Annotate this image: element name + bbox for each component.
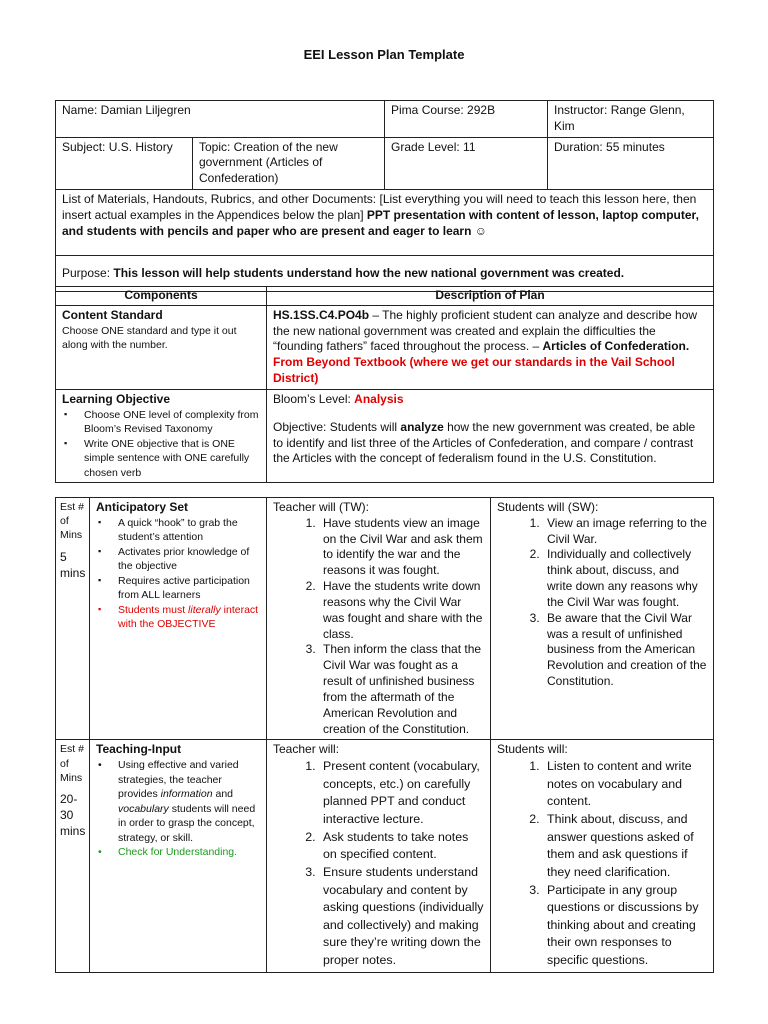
students-label: Students will: xyxy=(497,742,568,757)
est-label: Est # of Mins xyxy=(60,743,84,784)
components-table xyxy=(55,286,714,483)
lesson-sequence-table xyxy=(55,497,714,973)
list-item: 2. Ask students to take notes on specified content. xyxy=(319,829,484,864)
student-steps xyxy=(497,758,707,969)
teaching-est xyxy=(56,740,90,972)
list-item: ▪ Choose ONE level of complexity from Bloom’s Revised Taxonomy xyxy=(84,408,260,437)
student-steps xyxy=(497,516,707,690)
students-label: Students will (SW): xyxy=(497,500,599,514)
teacher-label: Teacher will (TW): xyxy=(273,500,370,514)
teaching-teacher xyxy=(267,740,491,972)
document-title: EEI Lesson Plan Template xyxy=(303,47,465,62)
list-item: 3. Then inform the class that the Civil War was fought as a result of unfinished business from the aftermath of the American Revolution and creation of the Constitution. xyxy=(319,642,484,737)
teacher-steps xyxy=(273,758,484,969)
list-item: 3. Ensure students understand vocabulary and content by asking questions (individually and collectively) and making sure they’re writing down the proper notes. xyxy=(319,864,484,970)
teaching-bullets xyxy=(96,758,260,859)
purpose-label: Purpose: xyxy=(62,265,111,280)
anticipatory-cell xyxy=(90,498,267,740)
list-item: 2. Think about, discuss, and answer questions asked of them and ask questions if they need clarification. xyxy=(543,811,707,881)
purpose-text: This lesson will help students understand how the new national government was created. xyxy=(113,265,625,280)
anticipatory-title: Anticipatory Set xyxy=(96,500,189,514)
standard-code: HS.1SS.C4.PO4b xyxy=(273,307,370,322)
standard-articles: Articles of Confederation. xyxy=(542,339,690,354)
list-item: ▪ Activates prior knowledge of the objective xyxy=(118,545,260,574)
est-mins: 5 mins xyxy=(60,549,86,580)
list-item: • Check for Understanding. xyxy=(118,845,260,859)
content-standard-title: Content Standard xyxy=(62,307,163,322)
learning-objective-cell xyxy=(56,389,267,482)
teacher-label: Teacher will: xyxy=(273,742,340,757)
teaching-title: Teaching-Input xyxy=(96,742,182,757)
materials-instructions: List of Materials, Handouts, Rubrics, and other Documents: [List everything you will need to teach this lesson here, then insert actual examples in the Appendices below the plan] xyxy=(62,192,697,222)
list-item: 2. Have the students write down reasons why the Civil War was fought and share with the class. xyxy=(319,579,484,642)
teaching-students xyxy=(491,740,714,972)
list-item: ▪ Write ONE objective that is ONE simple sentence with ONE carefully chosen verb xyxy=(84,437,260,480)
blooms-level xyxy=(273,392,707,408)
objective-text xyxy=(273,420,707,467)
instructor: Instructor: Range Glenn, Kim xyxy=(548,101,714,138)
list-item: 2. Individually and collectively think about, discuss, and write down any reasons why the Civil War was fought. xyxy=(543,547,707,610)
list-item: ▪ Students must literally interact with the OBJECTIVE xyxy=(118,603,260,632)
standard-source: From Beyond Textbook (where we get our standards in the Vail School District) xyxy=(273,355,675,386)
list-item: 1. Have students view an image on the Civil War and ask them to identify the war and the reasons it was fought. xyxy=(319,516,484,579)
list-item: 1. View an image referring to the Civil War. xyxy=(543,516,707,548)
materials-cell xyxy=(56,190,714,256)
objective-post: how the new government was created, be able to identify and list three of the Articles of Confederation, and compare / contrast the Articles with the concept of federalism found in the U.S. Constitution. xyxy=(273,419,696,466)
objective-pre: Objective: Students will xyxy=(273,419,401,434)
list-item: 3. Participate in any group questions or discussions by thinking about and creating their own responses to specific questions. xyxy=(543,882,707,970)
blooms-value: Analysis xyxy=(354,391,404,406)
grade-level: Grade Level: 11 xyxy=(385,137,548,189)
lesson-header-table xyxy=(55,100,714,292)
topic: Topic: Creation of the new government (Articles of Confederation) xyxy=(193,137,385,189)
subject: Subject: U.S. History xyxy=(56,137,193,189)
pima-course: Pima Course: 292B xyxy=(385,101,548,138)
anticipatory-est xyxy=(56,498,90,740)
teacher-steps xyxy=(273,516,484,738)
list-item: 1. Present content (vocabulary, concepts, etc.) on carefully planned PPT and conduct interactive lecture. xyxy=(319,758,484,828)
blooms-label: Bloom’s Level: xyxy=(273,391,351,406)
anticipatory-bullets xyxy=(96,516,260,632)
components-header: Components xyxy=(56,287,267,306)
standard-text: – The highly proficient student can analyze and describe how the new national government was created and explain the difficulties the “founding fathers” faced throughout the process. – xyxy=(273,307,698,354)
anticipatory-students xyxy=(491,498,714,740)
objective-verb: analyze xyxy=(400,419,444,434)
est-label: Est # of Mins xyxy=(60,501,84,542)
content-standard-help: Choose ONE standard and type it out along with the number. xyxy=(62,324,237,352)
list-item: • Using effective and varied strategies, the teacher provides information and vocabulary students will need in order to grasp the concept, strategy, or skill. xyxy=(118,758,260,845)
content-standard-desc xyxy=(267,305,714,389)
learning-objective-title: Learning Objective xyxy=(62,391,171,406)
smiley-icon: ☺ xyxy=(474,223,488,238)
est-mins: 20-30 mins xyxy=(60,791,86,839)
list-item: ▪ Requires active participation from ALL learners xyxy=(118,574,260,603)
duration: Duration: 55 minutes xyxy=(548,137,714,189)
materials-list: PPT presentation with content of lesson, laptop computer, and students with pencils and paper who are present and eager to learn xyxy=(62,207,699,238)
anticipatory-teacher xyxy=(267,498,491,740)
teaching-cell xyxy=(90,740,267,972)
teacher-name: Name: Damian Liljegren xyxy=(56,101,385,138)
content-standard-cell xyxy=(56,305,267,389)
list-item: 3. Be aware that the Civil War was a result of unfinished business from the American Revolution and creation of the Constitution. xyxy=(543,611,707,690)
objective-desc xyxy=(267,389,714,482)
description-header: Description of Plan xyxy=(267,287,714,306)
list-item: ▪ A quick “hook” to grab the student’s attention xyxy=(118,516,260,545)
objective-bullets xyxy=(62,408,260,480)
list-item: 1. Listen to content and write notes on vocabulary and content. xyxy=(543,758,707,811)
